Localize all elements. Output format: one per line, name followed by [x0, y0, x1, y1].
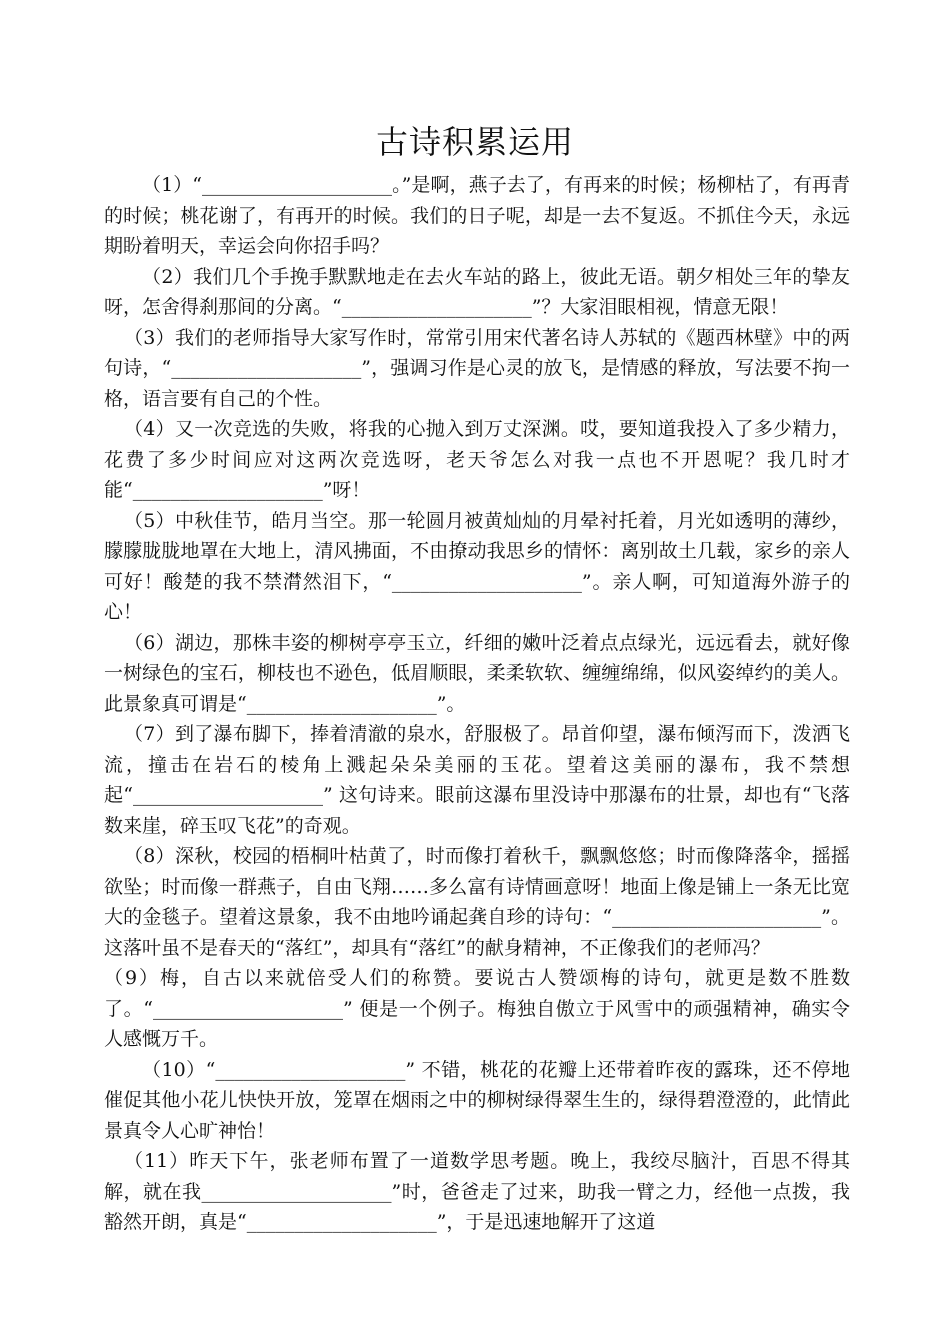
paragraph-9: （9）梅，自古以来就倍受人们的称赞。要说古人赞颂梅的诗句，就更是数不胜数了。“____________________” 便是一个例子。梅独自傲立于风雪中的顽强精神，确实令人感慨万千。 [104, 967, 850, 1050]
paragraph-3: （3）我们的老师指导大家写作时，常常引用宋代著名诗人苏轼的《题西林壁》中的两句诗，“____________________”，强调习作是心灵的放飞，是情感的释放，写法要不拘一格，语言要有自己的个性。 [104, 326, 850, 410]
paragraph-11: （11）昨天下午，张老师布置了一道数学思考题。晚上，我绞尽脑汁，百思不得其解，就在我____________________”时，爸爸走了过来，助我一臂之力，经他一点拨，我豁然开朗，真是“____________________”，于是迅速地解开了这道 [104, 1150, 850, 1233]
paragraph-2: （2）我们几个手挽手默默地走在去火车站的路上，彼此无语。朝夕相处三年的挚友呀，怎舍得刹那间的分离。“____________________”？大家泪眼相视，情意无限！ [104, 265, 850, 318]
page-title: 古诗积累运用 [375, 123, 574, 161]
paragraph-7: （7）到了瀑布脚下，捧着清澈的泉水，舒服极了。昂首仰望，瀑布倾泻而下，泼洒飞流，撞击在岩石的棱角上溅起朵朵美丽的玉花。望着这美丽的瀑布，我不禁想起“____________________” 这句诗来。眼前这瀑布里没诗中那瀑布的壮景，却也有“飞落数来崖，碎玉叹飞花”的奇观。 [104, 723, 850, 837]
paragraph-5: （5）中秋佳节，皓月当空。那一轮圆月被黄灿灿的月晕衬托着，月光如透明的薄纱，朦朦胧胧地罩在大地上，清风拂面，不由撩动我思乡的情怀：离别故土几载，家乡的亲人可好！酸楚的我不禁潸然泪下，“____________________”。亲人啊，可知道海外游子的心！ [104, 509, 850, 623]
paragraph-4: （4）又一次竞选的失败，将我的心抛入到万丈深渊。哎，要知道我投入了多少精力，花费了多少时间应对这两次竞选呀，老天爷怎么对我一点也不开恩呢？我几时才能“____________________”呀！ [104, 418, 850, 501]
paragraph-8: （8）深秋，校园的梧桐叶枯黄了，时而像打着秋千，飘飘悠悠；时而像降落伞，摇摇欲坠；时而像一群燕子，自由飞翔……多么富有诗情画意呀！地面上像是铺上一条无比宽大的金毯子。望着这景象，我不由地吟诵起龚自珍的诗句：“______________________”。这落叶虽不是春天的“落红”，却具有“落红”的献身精神，不正像我们的老师冯？ [104, 845, 850, 959]
paragraph-6: （6）湖边，那株丰姿的柳树亭亭玉立，纤细的嫩叶泛着点点绿光，远远看去，就好像一树绿色的宝石，柳枝也不逊色，低眉顺眼，柔柔软软、缠缠绵绵，似风姿绰约的美人。此景象真可谓是“____________________”。 [104, 631, 850, 715]
paragraph-10: （10）“____________________” 不错，桃花的花瓣上还带着昨夜的露珠，还不停地催促其他小花儿快快开放，笼罩在烟雨之中的柳树绿得翠生生的，绿得碧澄澄的，此情此景真令人心旷神怡！ [104, 1058, 850, 1142]
document-body [104, 170, 850, 1238]
paragraph-1: （1）“____________________。”是啊，燕子去了，有再来的时候；杨柳枯了，有再青的时候；桃花谢了，有再开的时候。我们的日子呢，却是一去不复返。不抓住今天，永远期盼着明天，幸运会向你招手吗？ [104, 174, 850, 257]
